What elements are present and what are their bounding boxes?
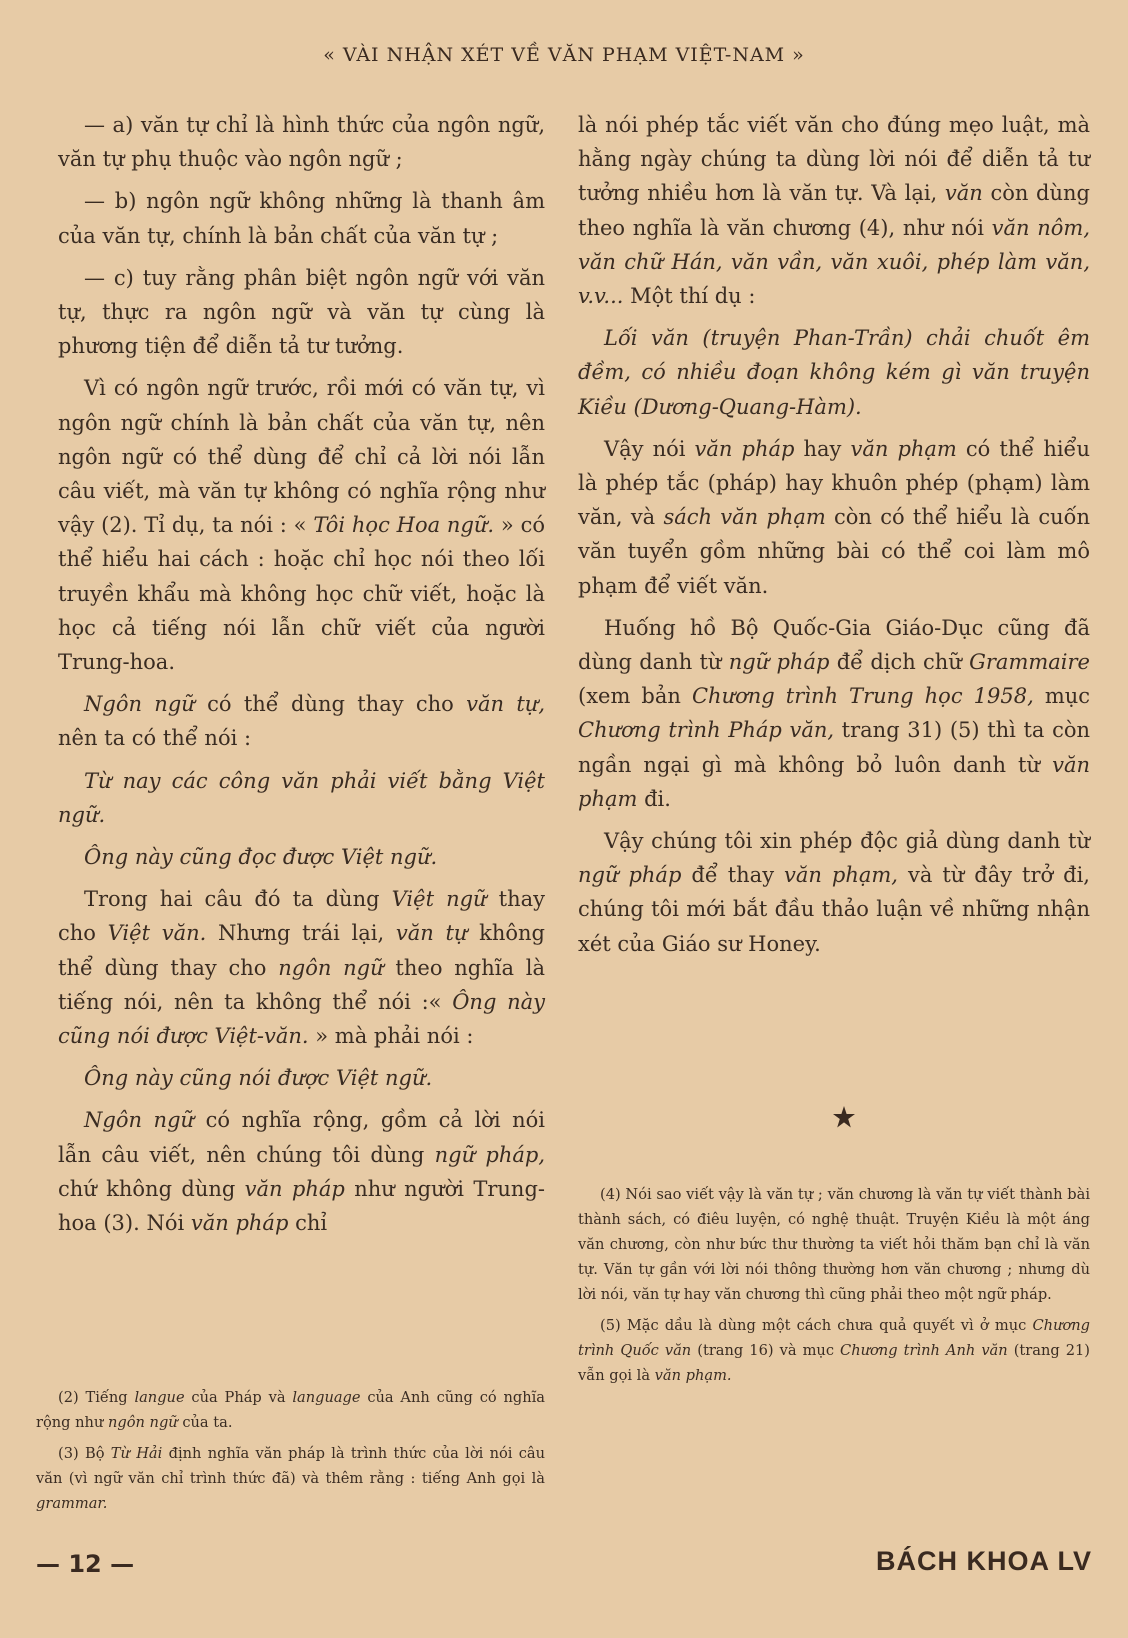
footnote-5: (5) Mặc dầu là dùng một cách chưa quả quyết vì ở mục Chương trình Quốc văn (trang 16) và mục Chương trình Anh văn (trang 21) vẫn gọi là văn phạm.	[578, 1317, 1090, 1384]
paragraph: Trong hai câu đó ta dùng Việt ngữ thay cho Việt văn. Nhưng trái lại, văn tự không thể dùng thay cho ngôn ngữ theo nghĩa là tiếng nói, nên ta không thể nói :« Ông này cũng nói được Việt-văn. » mà phải nói :	[58, 887, 545, 1049]
left-column	[58, 108, 545, 1248]
paragraph: Ngôn ngữ có thể dùng thay cho văn tự, nên ta có thể nói :	[58, 692, 545, 751]
footnote-3: (3) Bộ Từ Hải định nghĩa văn pháp là trình thức của lời nói câu văn (vì ngữ văn chỉ trình thức đã) và thêm rằng : tiếng Anh gọi là grammar.	[36, 1445, 545, 1512]
paragraph: Vậy chúng tôi xin phép độc giả dùng danh từ ngữ pháp để thay văn phạm, và từ đây trở đi, chúng tôi mới bắt đầu thảo luận về những nhận xét của Giáo sư Honey.	[578, 829, 1090, 956]
paragraph: Vậy nói văn pháp hay văn phạm có thể hiểu là phép tắc (pháp) hay khuôn phép (phạm) làm văn, và sách văn phạm còn có thể hiểu là cuốn văn tuyển gồm những bài có thể coi làm mô phạm để viết văn.	[578, 436, 1091, 598]
paragraph: — a) văn tự chỉ là hình thức của ngôn ngữ, văn tự phụ thuộc vào ngôn ngữ ;	[58, 113, 545, 172]
example-sentence: Lối văn (truyện Phan-Trần) chải chuốt êm đềm, có nhiều đoạn không kém gì văn truyện Kiều (Dương-Quang-Hàm).	[578, 326, 1090, 419]
paragraph: là nói phép tắc viết văn cho đúng mẹo luật, mà hằng ngày chúng ta dùng lời nói để diễn tả tư tưởng nhiều hơn là văn tự. Và lại, văn còn dùng theo nghĩa là văn chương (4), như nói văn nôm, văn chữ Hán, văn vần, văn xuôi, phép làm văn, v.v... Một thí dụ :	[578, 113, 1091, 309]
left-footnotes	[36, 1385, 545, 1522]
footnote-4: (4) Nói sao viết vậy là văn tự ; văn chương là văn tự viết thành bài thành sách, có điêu luyện, có nghệ thuật. Truyện Kiều là một áng văn chương, còn như bức thư thường ta viết hỏi thăm bạn chỉ là văn tự. Văn tự gần với lời nói thông thường hơn văn chương ; nhưng dù lời nói, văn tự hay văn chương thì cũng phải theo một ngữ pháp.	[578, 1186, 1090, 1303]
publication-name: BÁCH KHOA LV	[876, 1546, 1092, 1576]
paragraph: Vì có ngôn ngữ trước, rồi mới có văn tự, vì ngôn ngữ chính là bản chất của văn tự, nên ngôn ngữ có thể dùng để chỉ cả lời nói lẫn câu viết, mà văn tự không có nghĩa rộng như vậy (2). Tỉ dụ, ta nói : « Tôi học Hoa ngữ. » có thể hiểu hai cách : hoặc chỉ học nói theo lối truyền khẩu mà không học chữ viết, hoặc là học cả tiếng nói lẫn chữ viết của người Trung-hoa.	[58, 376, 545, 675]
paragraph: — c) tuy rằng phân biệt ngôn ngữ với văn tự, thực ra ngôn ngữ và văn tự cùng là phương tiện để diễn tả tư tưởng.	[58, 265, 545, 359]
paragraph: Ngôn ngữ có nghĩa rộng, gồm cả lời nói lẫn câu viết, nên chúng tôi dùng ngữ pháp, chứ không dùng văn pháp như người Trung-hoa (3). Nói văn pháp chỉ	[58, 1108, 546, 1236]
example-sentence: Từ nay các công văn phải viết bằng Việt ngữ.	[58, 768, 545, 827]
page-number: — 12 —	[36, 1550, 135, 1578]
paragraph: Huống hồ Bộ Quốc-Gia Giáo-Dục cũng đã dùng danh từ ngữ pháp để dịch chữ Grammaire (xem bản Chương trình Trung học 1958, mục Chương trình Pháp văn, trang 31) (5) thì ta còn ngần ngại gì mà không bỏ luôn danh từ văn phạm đi.	[578, 615, 1091, 811]
running-header: « VÀI NHẬN XÉT VỀ VĂN PHẠM VIỆT-NAM »	[323, 44, 805, 66]
example-sentence: Ông này cũng đọc được Việt ngữ.	[84, 845, 438, 870]
right-column	[578, 108, 1090, 969]
star-ornament-icon	[832, 1105, 856, 1129]
example-sentence: Ông này cũng nói được Việt ngữ.	[84, 1066, 433, 1091]
paragraph: — b) ngôn ngữ không những là thanh âm của văn tự, chính là bản chất của văn tự ;	[58, 189, 545, 248]
right-footnotes	[578, 1182, 1090, 1394]
footnote-2: (2) Tiếng langue của Pháp và language của Anh cũng có nghĩa rộng như ngôn ngữ của ta.	[36, 1389, 545, 1431]
